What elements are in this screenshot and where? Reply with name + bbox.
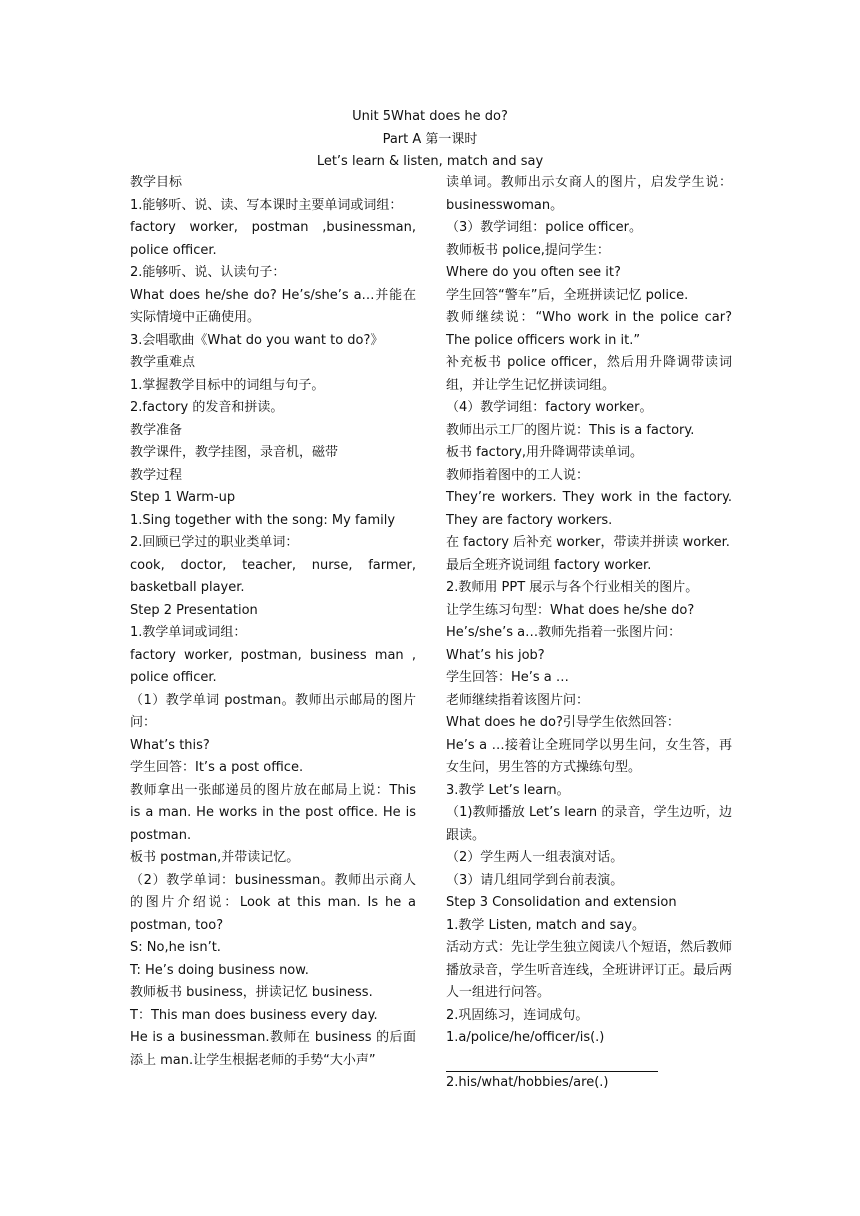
paragraph: 教学过程 [130,467,183,483]
paragraph: 1.能够听、说、读、写本课时主要单词或词组： [130,197,403,213]
paragraph: 2.教师用 PPT 展示与各个行业相关的图片。 [446,580,699,595]
paragraph: cook, doctor, teacher, nurse, farmer, basketball player. [130,557,416,595]
paragraph: 学生回答：He’s a … [446,670,569,685]
paragraph: 老师继续指着该图片问： [446,692,590,708]
right-column [446,172,732,1095]
paragraph: 教师板书 police,提问学生： [446,242,610,258]
paragraph: What’s his job? [446,647,545,663]
paragraph: 教师继续说：“Who work in the police car? The police officers work in it.” [446,310,732,348]
paragraph: 教师板书 business，拼读记忆 business. [130,985,373,1000]
paragraph: 教学准备 [130,422,183,438]
paragraph: 1.Sing together with the song: My family [130,512,396,528]
paragraph: What does he/she do? He’s/she’s a…并能在实际情境中正确使用。 [130,287,416,325]
paragraph: 最后全班齐说词组 factory worker. [446,557,652,573]
paragraph: （3）教学词组：police officer。 [446,220,642,235]
paragraph: 2.factory 的发音和拼读。 [130,400,284,415]
paragraph: Where do you often see it? [446,265,621,280]
unit-title: Unit 5What does he do? [352,109,508,124]
answer-blank-line [446,1051,658,1072]
lesson-title: Let’s learn & listen, match and say [316,154,544,169]
paragraph: 1.a/police/he/officer/is(.) [446,1030,605,1045]
paragraph: They’re workers. They work in the factory. They are factory workers. [446,490,732,528]
paragraph: factory worker, postman, business man , police officer. [130,647,416,685]
paragraph: 补充板书 police officer，然后用升降调带读词组，并让学生记忆拼读词组。 [446,355,732,393]
paragraph: He is a businessman.教师在 business 的后面添上 man.让学生根据老师的手势“大小声” [130,1030,416,1068]
paragraph: 1.教学单词或词组： [130,625,247,640]
paragraph: 教学课件，教学挂图，录音机，磁带 [130,445,339,460]
paragraph: （3）请几组同学到台前表演。 [446,872,624,888]
paragraph: 教学重难点 [130,355,196,370]
paragraph: 板书 factory,用升降调带读单词。 [446,445,644,460]
paragraph: 活动方式：先让学生独立阅读八个短语，然后教师播放录音，学生听音连线，全班讲评订正。最后两人一组进行问答。 [446,940,733,1000]
paragraph: 教学目标 [130,175,183,190]
paragraph: （1)教师播放 Let’s learn 的录音，学生边听，边跟读。 [446,805,732,843]
paragraph: What’s this? [130,737,210,753]
paragraph: 2.回顾已学过的职业类单词： [130,535,299,550]
paragraph: Step 1 Warm-up [130,490,236,505]
paragraph: 学生回答：It’s a post office. [130,760,304,775]
paragraph: （4）教学词组：factory worker。 [446,400,653,415]
paragraph: 1.教学 Listen, match and say。 [446,917,646,933]
title-block [0,106,860,174]
paragraph [446,1050,732,1073]
paragraph: 3.会唱歌曲《What do you want to do?》 [130,332,384,348]
paragraph: 学生回答“警车”后，全班拼读记忆 police. [446,287,689,303]
paragraph: 教师出示工厂的图片说：This is a factory. [446,422,695,438]
paragraph: 让学生练习句型：What does he/she do? [446,602,695,618]
paragraph: What does he do?引导学生依然回答： [446,715,680,730]
paragraph: 2.his/what/hobbies/are(.) [446,1075,609,1090]
paragraph: 在 factory 后补充 worker，带读并拼读 worker. [446,535,730,550]
paragraph: factory worker, postman ,businessman, police officer. [130,220,416,258]
paragraph: Step 3 Consolidation and extension [446,895,677,910]
part-title: Part A 第一课时 [382,131,478,147]
paragraph: 教师拿出一张邮递员的图片放在邮局上说：This is a man. He works in the post office. He is postman. [130,782,416,843]
paragraph: 2.能够听、说、认读句子： [130,265,286,280]
paragraph: T: He’s doing business now. [130,962,309,978]
paragraph: He’s a …接着让全班同学以男生问，女生答，再女生问，男生答的方式操练句型。 [446,737,732,775]
paragraph: （2）学生两人一组表演对话。 [446,850,624,865]
paragraph: 1.掌握教学目标中的词组与句子。 [130,377,325,393]
paragraph: （1）教学单词 postman。教师出示邮局的图片问： [130,692,416,730]
paragraph: He’s/she’s a…教师先指着一张图片问： [446,625,682,640]
paragraph: T：This man does business every day. [130,1007,378,1023]
paragraph: S: No,he isn’t. [130,940,221,955]
paragraph: 2.巩固练习，连词成句。 [446,1007,589,1023]
paragraph: 3.教学 Let’s learn。 [446,782,570,798]
left-column [130,172,416,1072]
paragraph: 读单词。教师出示女商人的图片，启发学生说：businesswoman。 [446,175,732,213]
paragraph: 板书 postman,并带读记忆。 [130,850,300,865]
paragraph: Step 2 Presentation [130,602,258,618]
paragraph: （2）教学单词：businessman。教师出示商人的图片介绍说：Look at this man. Is he a postman, too? [130,872,416,933]
paragraph: 教师指着图中的工人说： [446,467,590,483]
